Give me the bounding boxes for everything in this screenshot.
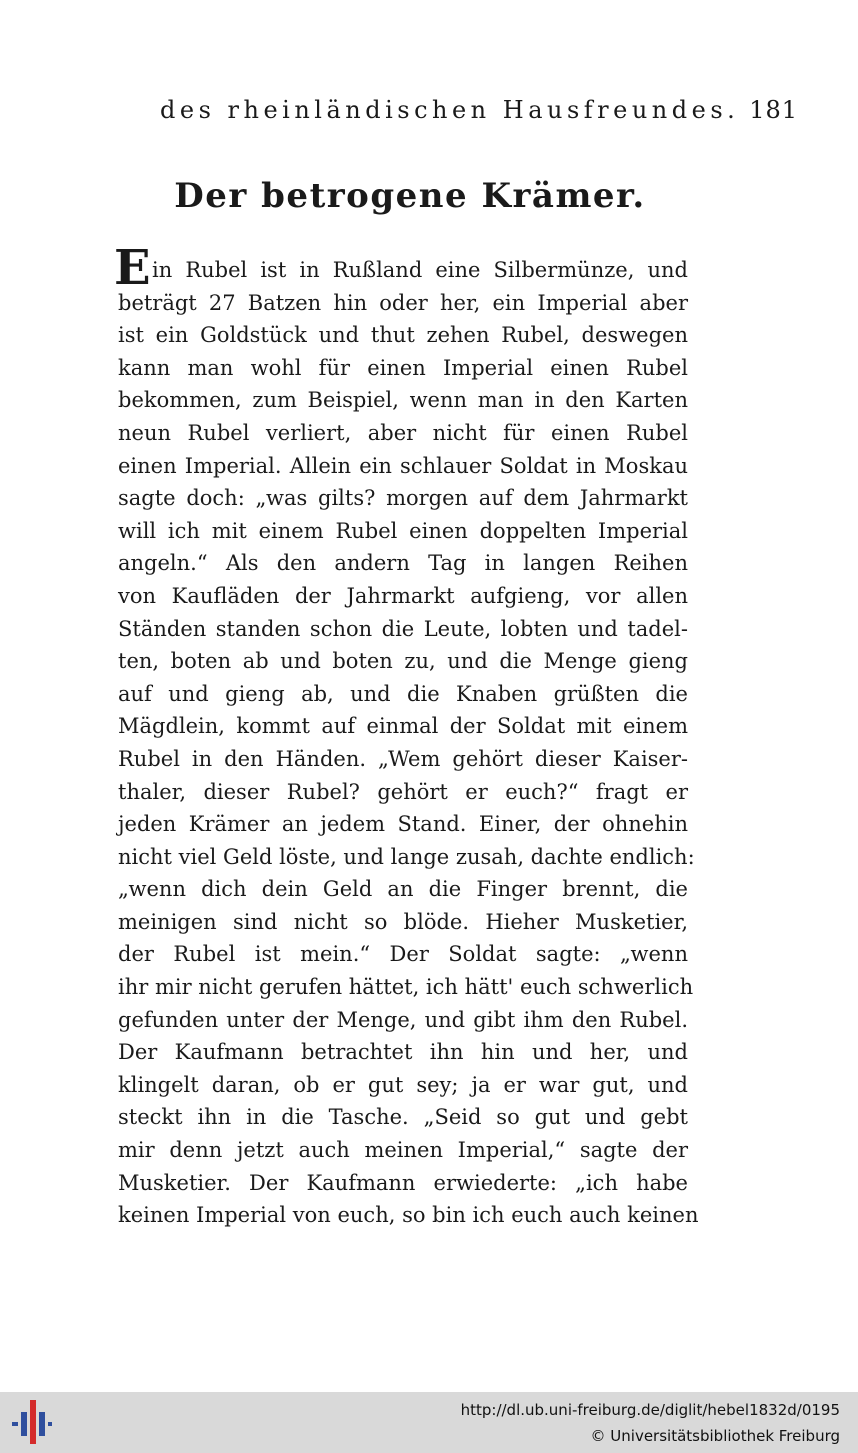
text-line-content: „wenn dich dein Geld an die Finger brennt, die <box>118 877 688 902</box>
text-line-content: jeden Krämer an jedem Stand. Einer, der ohnehin <box>118 812 688 837</box>
text-line-content: kann man wohl für einen Imperial einen Rubel <box>118 355 688 380</box>
text-line <box>118 971 694 1004</box>
text-line-content: nicht viel Geld löste, und lange zusah, dachte endlich: <box>118 844 695 869</box>
text-line <box>118 873 688 906</box>
running-head-text: des rheinländischen Hausfreundes. <box>160 96 740 124</box>
text-line <box>118 808 688 841</box>
text-line-content: auf und gieng ab, und die Knaben grüßten die <box>118 681 688 706</box>
text-line <box>118 417 688 450</box>
text-line-content: bekommen, zum Beispiel, wenn man in den Karten <box>118 388 688 413</box>
text-line-content: will ich mit einem Rubel einen doppelten Imperial <box>118 518 688 543</box>
text-line <box>118 678 688 711</box>
text-line <box>118 645 688 678</box>
text-line <box>118 352 688 385</box>
text-line-content: Rubel in den Händen. „Wem gehört dieser Kaiser- <box>118 746 688 771</box>
text-line <box>118 319 688 352</box>
text-line <box>118 906 688 939</box>
text-line <box>118 938 688 971</box>
text-line <box>118 1167 688 1200</box>
text-line <box>118 515 688 548</box>
text-line-content: ihr mir nicht gerufen hättet, ich hätt' euch schwerlich <box>118 975 694 1000</box>
text-line-content: angeln.“ Als den andern Tag in langen Reihen <box>118 551 688 576</box>
text-line <box>118 580 688 613</box>
text-line <box>118 1134 688 1167</box>
text-line <box>118 450 688 483</box>
story-body <box>114 240 699 1232</box>
text-line <box>118 1199 699 1232</box>
page-number: 181 <box>749 96 799 124</box>
drop-cap: E <box>114 240 151 296</box>
text-line-content: Der Kaufmann betrachtet ihn hin und her, und <box>118 1040 688 1065</box>
source-url-link[interactable]: http://dl.ub.uni-freiburg.de/diglit/hebel1832d/0195 <box>460 1401 840 1419</box>
text-line-content: Mägdlein, kommt auf einmal der Soldat mit einem <box>118 714 688 739</box>
text-line-content: meinigen sind nicht so blöde. Hieher Musketier, <box>118 909 688 934</box>
text-line-content: sagte doch: „was gilts? morgen auf dem Jahrmarkt <box>118 486 688 511</box>
text-line-content: keinen Imperial von euch, so bin ich euch auch keinen <box>118 1203 699 1228</box>
text-line <box>118 1004 688 1037</box>
running-head <box>160 96 799 124</box>
text-line <box>118 384 688 417</box>
text-line <box>118 841 695 874</box>
ub-freiburg-logo-icon <box>8 1398 54 1446</box>
copyright-text: © Universitätsbibliothek Freiburg <box>590 1427 840 1445</box>
footer-bar <box>0 1392 858 1453</box>
text-line <box>118 482 688 515</box>
text-line-content: beträgt 27 Batzen hin oder her, ein Imperial aber <box>118 290 688 315</box>
text-line <box>118 776 688 809</box>
text-line-content: thaler, dieser Rubel? gehört er euch?“ fragt er <box>118 779 688 804</box>
text-line-content: einen Imperial. Allein ein schlauer Soldat in Moskau <box>118 453 688 478</box>
text-line-content: in Rubel ist in Rußland eine Silbermünze, und <box>152 258 688 282</box>
text-line <box>118 1069 688 1102</box>
text-line-content: gefunden unter der Menge, und gibt ihm den Rubel. <box>118 1007 688 1032</box>
text-line <box>118 613 688 646</box>
text-line-content: neun Rubel verliert, aber nicht für einen Rubel <box>118 420 688 445</box>
text-line-content: steckt ihn in die Tasche. „Seid so gut und gebt <box>118 1105 688 1130</box>
text-line-content: mir denn jetzt auch meinen Imperial,“ sagte der <box>118 1138 688 1163</box>
text-line-content: ist ein Goldstück und thut zehen Rubel, deswegen <box>118 323 688 348</box>
text-line-content: der Rubel ist mein.“ Der Soldat sagte: „wenn <box>118 942 688 967</box>
text-line <box>118 743 688 776</box>
text-line-content: Musketier. Der Kaufmann erwiederte: „ich habe <box>118 1170 688 1195</box>
text-line-content: von Kaufläden der Jahrmarkt aufgieng, vor allen <box>118 583 688 608</box>
text-line <box>118 710 688 743</box>
text-line <box>114 240 688 296</box>
story-title: Der betrogene Krämer. <box>174 176 646 216</box>
text-line <box>118 1036 688 1069</box>
text-line-content: ten, boten ab und boten zu, und die Menge gieng <box>118 649 688 674</box>
text-line <box>118 287 688 320</box>
text-line-content: Ständen standen schon die Leute, lobten und tadel- <box>118 616 688 641</box>
text-line <box>118 1101 688 1134</box>
text-line-content: klingelt daran, ob er gut sey; ja er war gut, und <box>118 1072 688 1097</box>
text-line <box>118 547 688 580</box>
